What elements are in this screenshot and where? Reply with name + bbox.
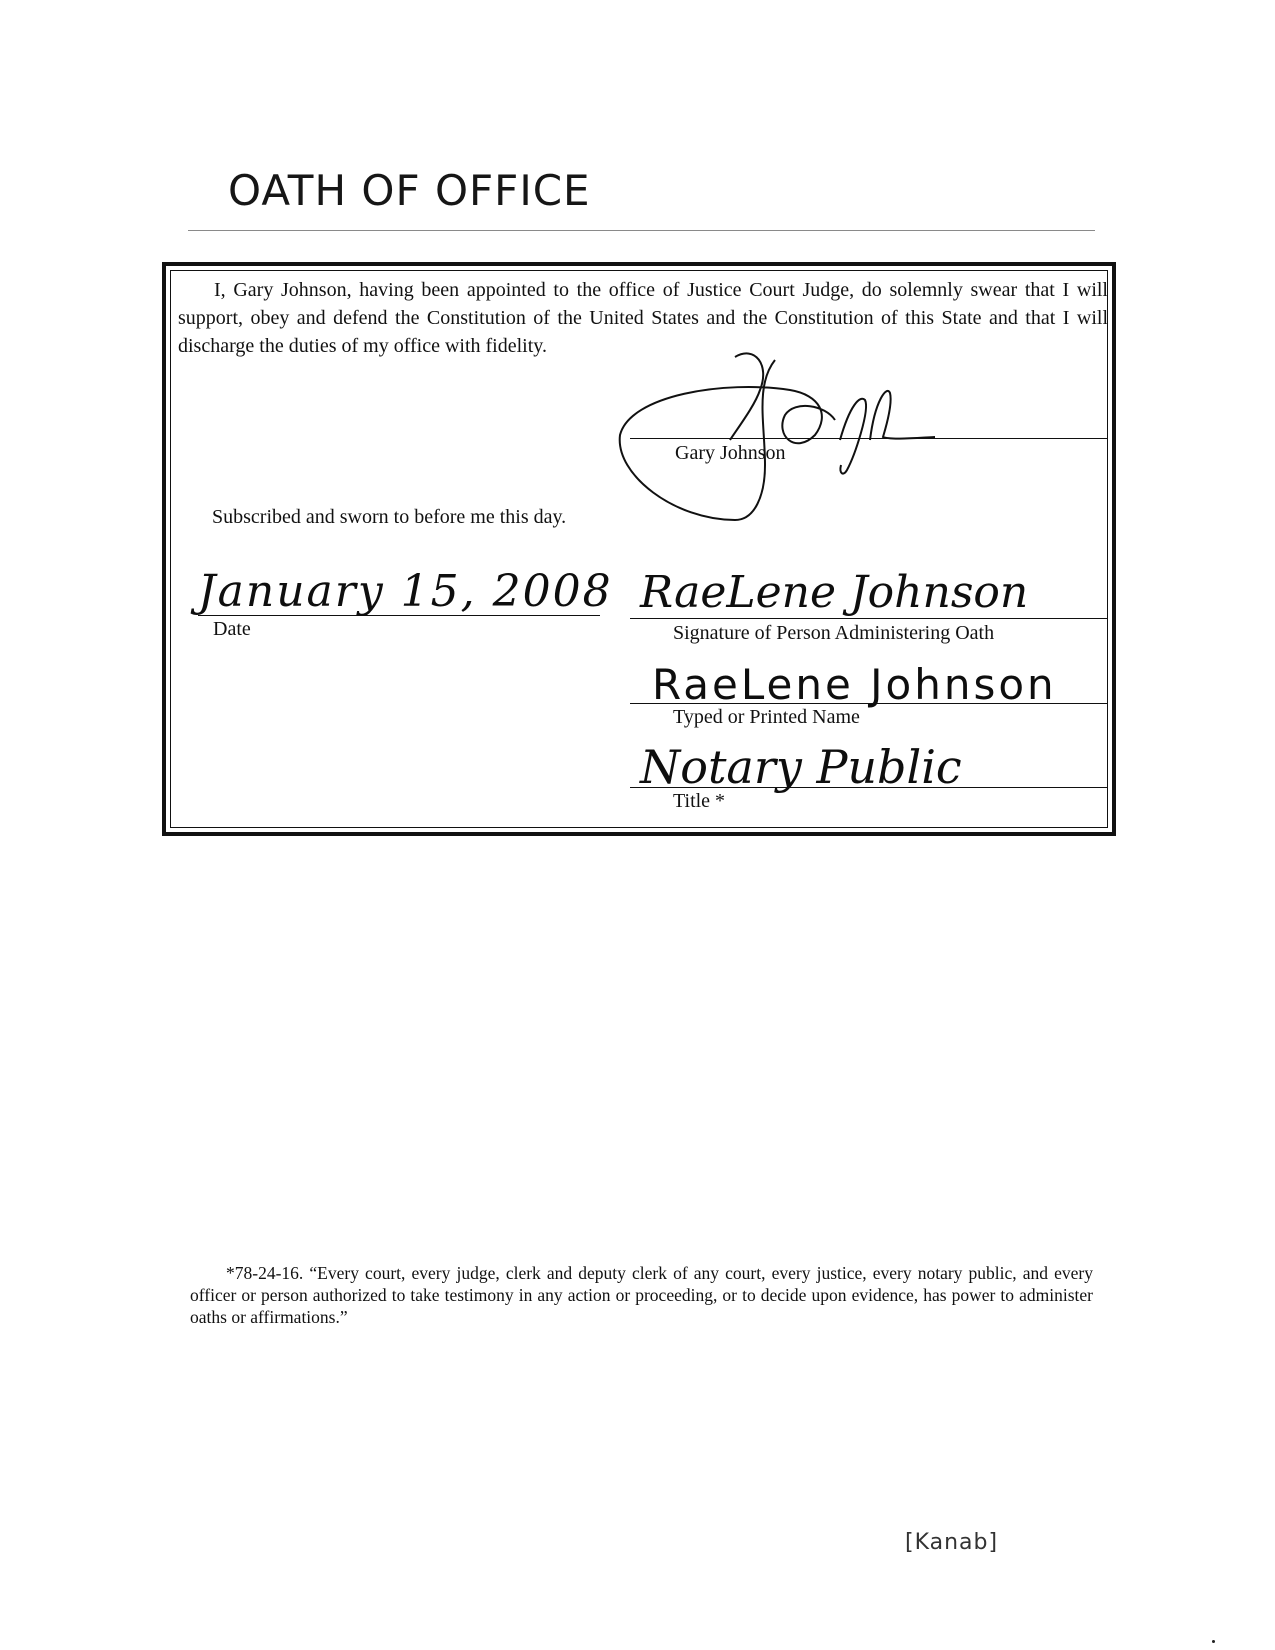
- administrator-signature: RaeLene Johnson: [640, 567, 1029, 618]
- scan-speck: [1212, 1640, 1215, 1643]
- oath-signer-label: Gary Johnson: [675, 442, 786, 464]
- printed-name-label: Typed or Printed Name: [673, 706, 860, 728]
- oath-statement: I, Gary Johnson, having been appointed to the office of Justice Court Judge, do solemnly swear that I will support, obey and defend the Constitution of the United States and the Constitution of this State and that I will discharge the duties of my office with fidelity.: [178, 279, 1108, 357]
- title-label: Title *: [673, 790, 726, 812]
- title-divider: [188, 230, 1095, 231]
- administrator-signature-label: Signature of Person Administering Oath: [673, 622, 995, 644]
- footnote: [190, 1262, 1093, 1328]
- page-title: OATH OF OFFICE: [228, 166, 591, 215]
- administrator-signature-line: [630, 618, 1108, 619]
- footnote-text: *78-24-16. “Every court, every judge, clerk and deputy clerk of any court, every justice, every notary public, and every officer or person authorized to take testimony in any action or proceeding, or to decide upon evidence, has power to administer oaths or affirmations.”: [190, 1263, 1093, 1327]
- judge-signature-drawing: [615, 345, 945, 535]
- subscribed-statement: Subscribed and sworn to before me this day.: [212, 506, 567, 528]
- handwritten-location-note: [Kanab]: [905, 1530, 999, 1555]
- date-handwritten: January 15, 2008: [198, 566, 613, 617]
- date-label: Date: [213, 618, 251, 640]
- printed-name-handwritten: RaeLene Johnson: [652, 660, 1057, 709]
- title-handwritten: Notary Public: [640, 740, 962, 794]
